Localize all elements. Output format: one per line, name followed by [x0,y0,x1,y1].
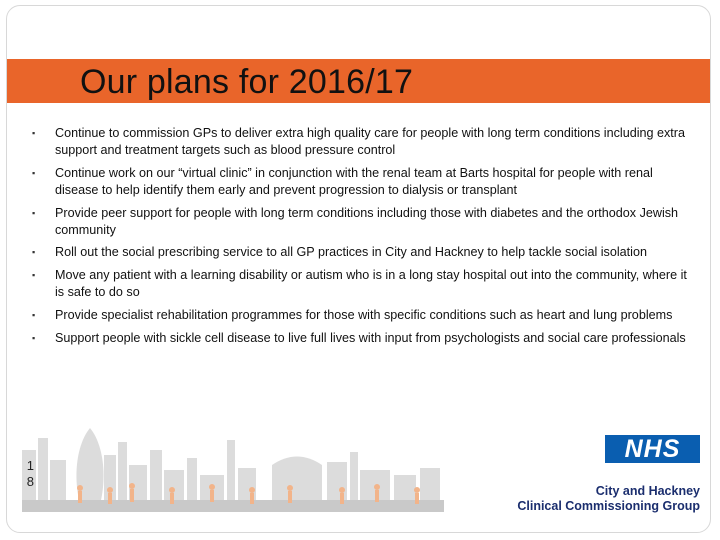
page-number-top: 1 [26,458,34,473]
org-name-line2: Clinical Commissioning Group [517,499,700,513]
org-name-line1: City and Hackney [595,484,700,498]
bullet-marker-icon: ▪ [32,207,36,218]
bullet-text: Provide specialist rehabilitation programmes for those with specific conditions such as heart and lung problems [55,307,673,322]
page-number-bottom: 8 [26,474,34,489]
bullet-marker-icon: ▪ [32,270,36,281]
bullet-marker-icon: ▪ [32,332,36,343]
bullet-text: Continue to commission GPs to deliver extra high quality care for people with long term conditions including extra support and treatment targets such as blood pressure control [55,126,686,157]
bullet-text: Roll out the social prescribing service to all GP practices in City and Hackney to help tackle social isolation [55,245,647,260]
bullet-item [28,330,693,347]
bullet-text: Provide peer support for people with long term conditions including those with diabetes and the orthodox Jewish community [55,205,679,237]
city-skyline-illustration [22,420,444,512]
bullet-marker-icon: ▪ [32,128,36,138]
bullet-item [28,307,693,324]
bullet-marker-icon: ▪ [32,167,36,178]
bullet-item [28,125,693,159]
bullet-item [28,267,693,301]
bullet-marker-icon: ▪ [32,309,36,320]
bullet-item [28,165,693,199]
bullet-text: Move any patient with a learning disability or autism who is in a long stay hospital out into the community, where it is safe to do so [55,268,687,300]
page-number [22,458,34,490]
bullet-text: Continue work on our “virtual clinic” in conjunction with the renal team at Barts hospital for people with renal disease to help identify them early and prevent progression to dialysis or transplant [55,165,653,197]
bullet-list [28,125,693,353]
bullet-item [28,205,693,239]
nhs-logo: NHS [605,435,700,463]
bullet-text: Support people with sickle cell disease to live full lives with input from psychologists and social care professionals [55,330,686,345]
bullet-marker-icon: ▪ [32,247,36,258]
slide-title: Our plans for 2016/17 [80,63,414,101]
bullet-item [28,244,693,261]
